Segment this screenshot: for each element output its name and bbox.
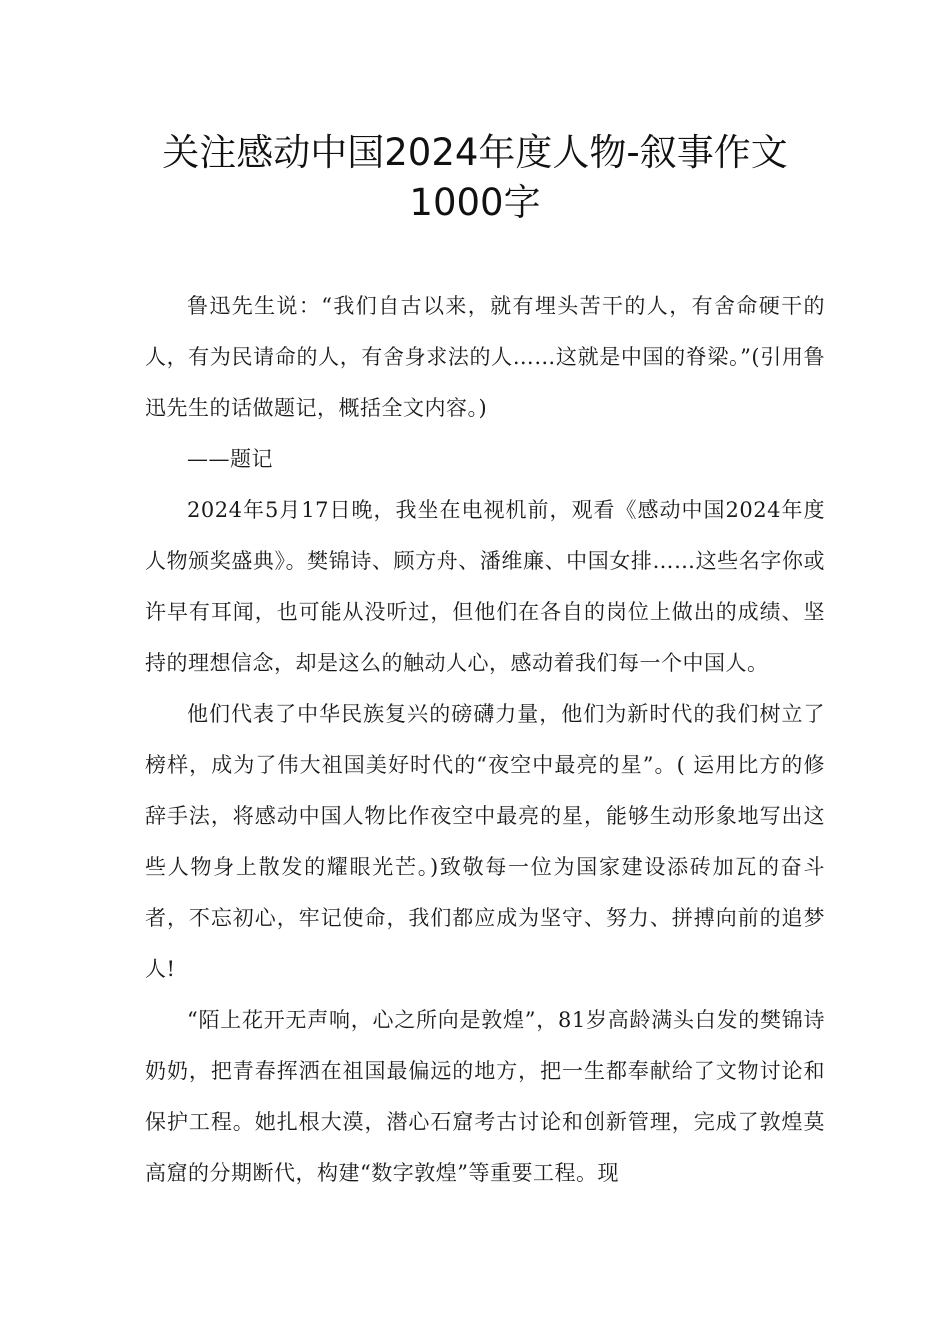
paragraph-role-models: 他们代表了中华民族复兴的磅礴力量，他们为新时代的我们树立了榜样，成为了伟大祖国美好时代的“夜空中最亮的星”。( 运用比方的修辞手法，将感动中国人物比作夜空中最亮的星，能够生动形象地写出这些人物身上散发的耀眼光芒。)致敬每一位为国家建设添砖加瓦的奋斗者，不忘初心，牢记使命，我们都应成为坚守、努力、拼搏向前的追梦人! [145,702,825,981]
paragraph-epigraph: 鲁迅先生说：“我们自古以来，就有埋头苦干的人，有舍命硬干的人，有为民请命的人，有舍身求法的人……这就是中国的脊梁。”(引用鲁迅先生的话做题记，概括全文内容。) [145,294,825,420]
document-body [145,281,825,1199]
paragraph-ceremony: 2024年5月17日晚，我坐在电视机前，观看《感动中国2024年度人物颁奖盛典》。樊锦诗、顾方舟、潘维廉、中国女排……这些名字你或许早有耳闻，也可能从没听过，但他们在各自的岗位上做出的成绩、坚持的理想信念，却是这么的触动人心，感动着我们每一个中国人。 [145,498,825,675]
paragraph-epigraph-attribution: ——题记 [187,447,273,471]
document-title: 关注感动中国2024年度人物-叙事作文1000字 [162,131,788,224]
paragraph-fan-jinshi: “陌上花开无声响，心之所向是敦煌”，81岁高龄满头白发的樊锦诗奶奶，把青春挥洒在祖国最偏远的地方，把一生都奉献给了文物讨论和保护工程。她扎根大漠，潜心石窟考古讨论和创新管理，完成了敦煌莫高窟的分期断代，构建“数字敦煌”等重要工程。现 [145,1008,825,1185]
